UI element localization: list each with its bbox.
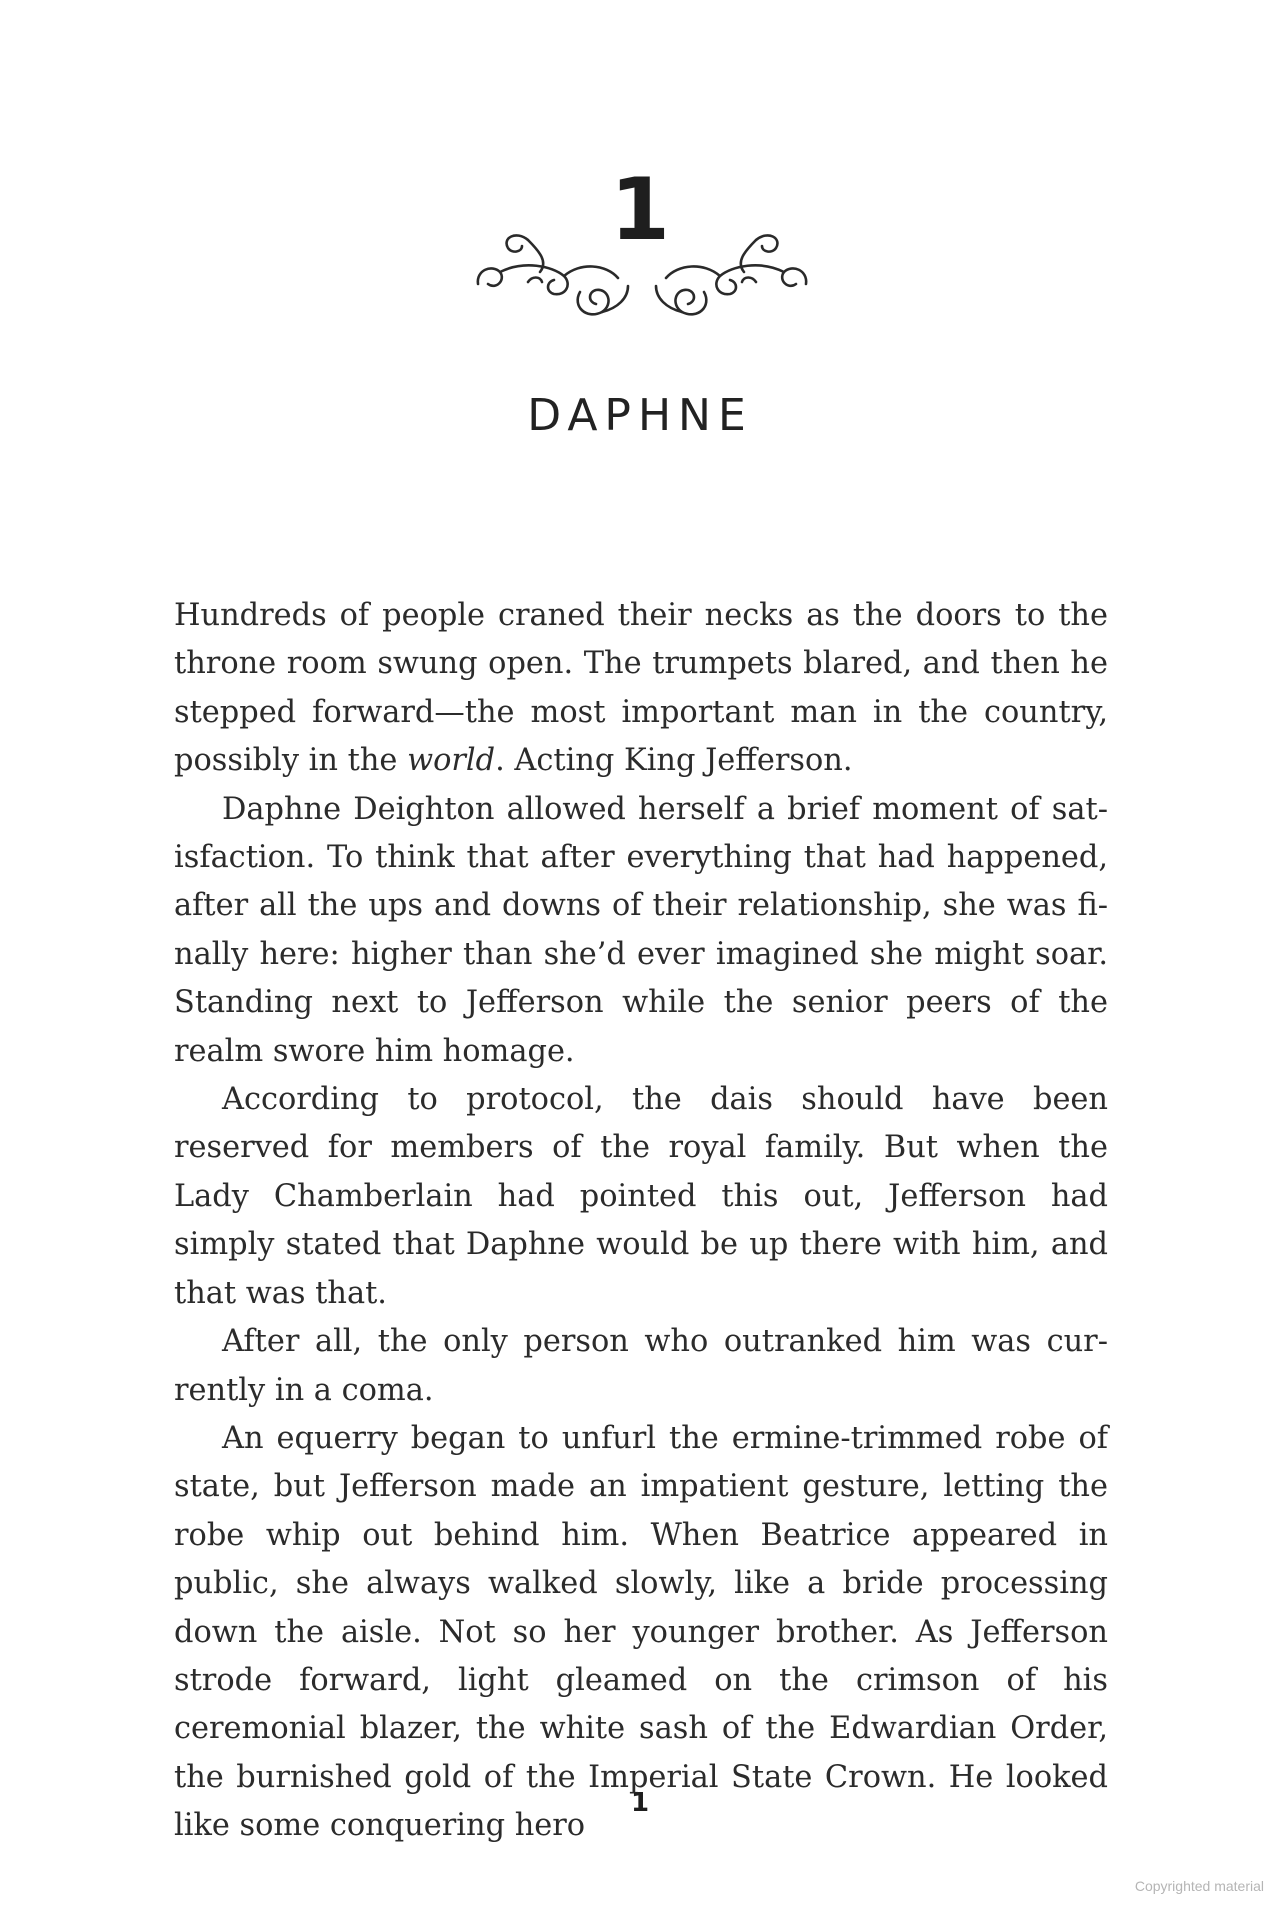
paragraph-text: Hundreds of people craned their necks as the doors to the throne room swung open. The trumpets blared, and then he stepped forward—the most important man in the country, possibly in the xyxy=(174,598,1108,779)
paragraph: After all, the only person who outranked him was currently in a coma. xyxy=(174,1324,1108,1408)
chapter-title: DAPHNE xyxy=(527,390,753,441)
chapter-body xyxy=(174,592,1108,1851)
paragraph: According to protocol, the dais should have been reserved for members of the royal family. But when the Lady Chamberlain had pointed this out, Jefferson had simply stated that Daphne would be up there with him, and that was that. xyxy=(174,1082,1108,1311)
chapter-number: 1 xyxy=(610,160,670,260)
paragraph xyxy=(174,592,1108,786)
paragraph-text: . Acting King Jefferson. xyxy=(495,743,853,779)
page-number: 1 xyxy=(630,1788,650,1818)
emphasis-text: world xyxy=(407,743,496,779)
copyright-watermark: Copyrighted material xyxy=(1134,1878,1264,1894)
paragraph: An equerry began to unfurl the ermine-trimmed robe of state, but Jefferson made an impatient gesture, letting the robe whip out behind him. When Beatrice appeared in public, she always walked slowly, like a bride processing down the aisle. Not so her younger brother. As Jefferson strode forward, light gleamed on the crimson of his ceremonial blazer, the white sash of the Edwardian Order, the burnished gold of the Imperial State Crown. He looked like some conquering hero xyxy=(174,1420,1108,1844)
paragraph: Daphne Deighton allowed herself a brief moment of satisfaction. To think that after everything that had happened, after all the ups and downs of their relationship, she was finally here: higher than she’d ever imagined she might soar. Standing next to Jefferson while the senior peers of the realm swore him homage. xyxy=(174,791,1108,1069)
flourish-ornament-icon xyxy=(468,212,816,332)
